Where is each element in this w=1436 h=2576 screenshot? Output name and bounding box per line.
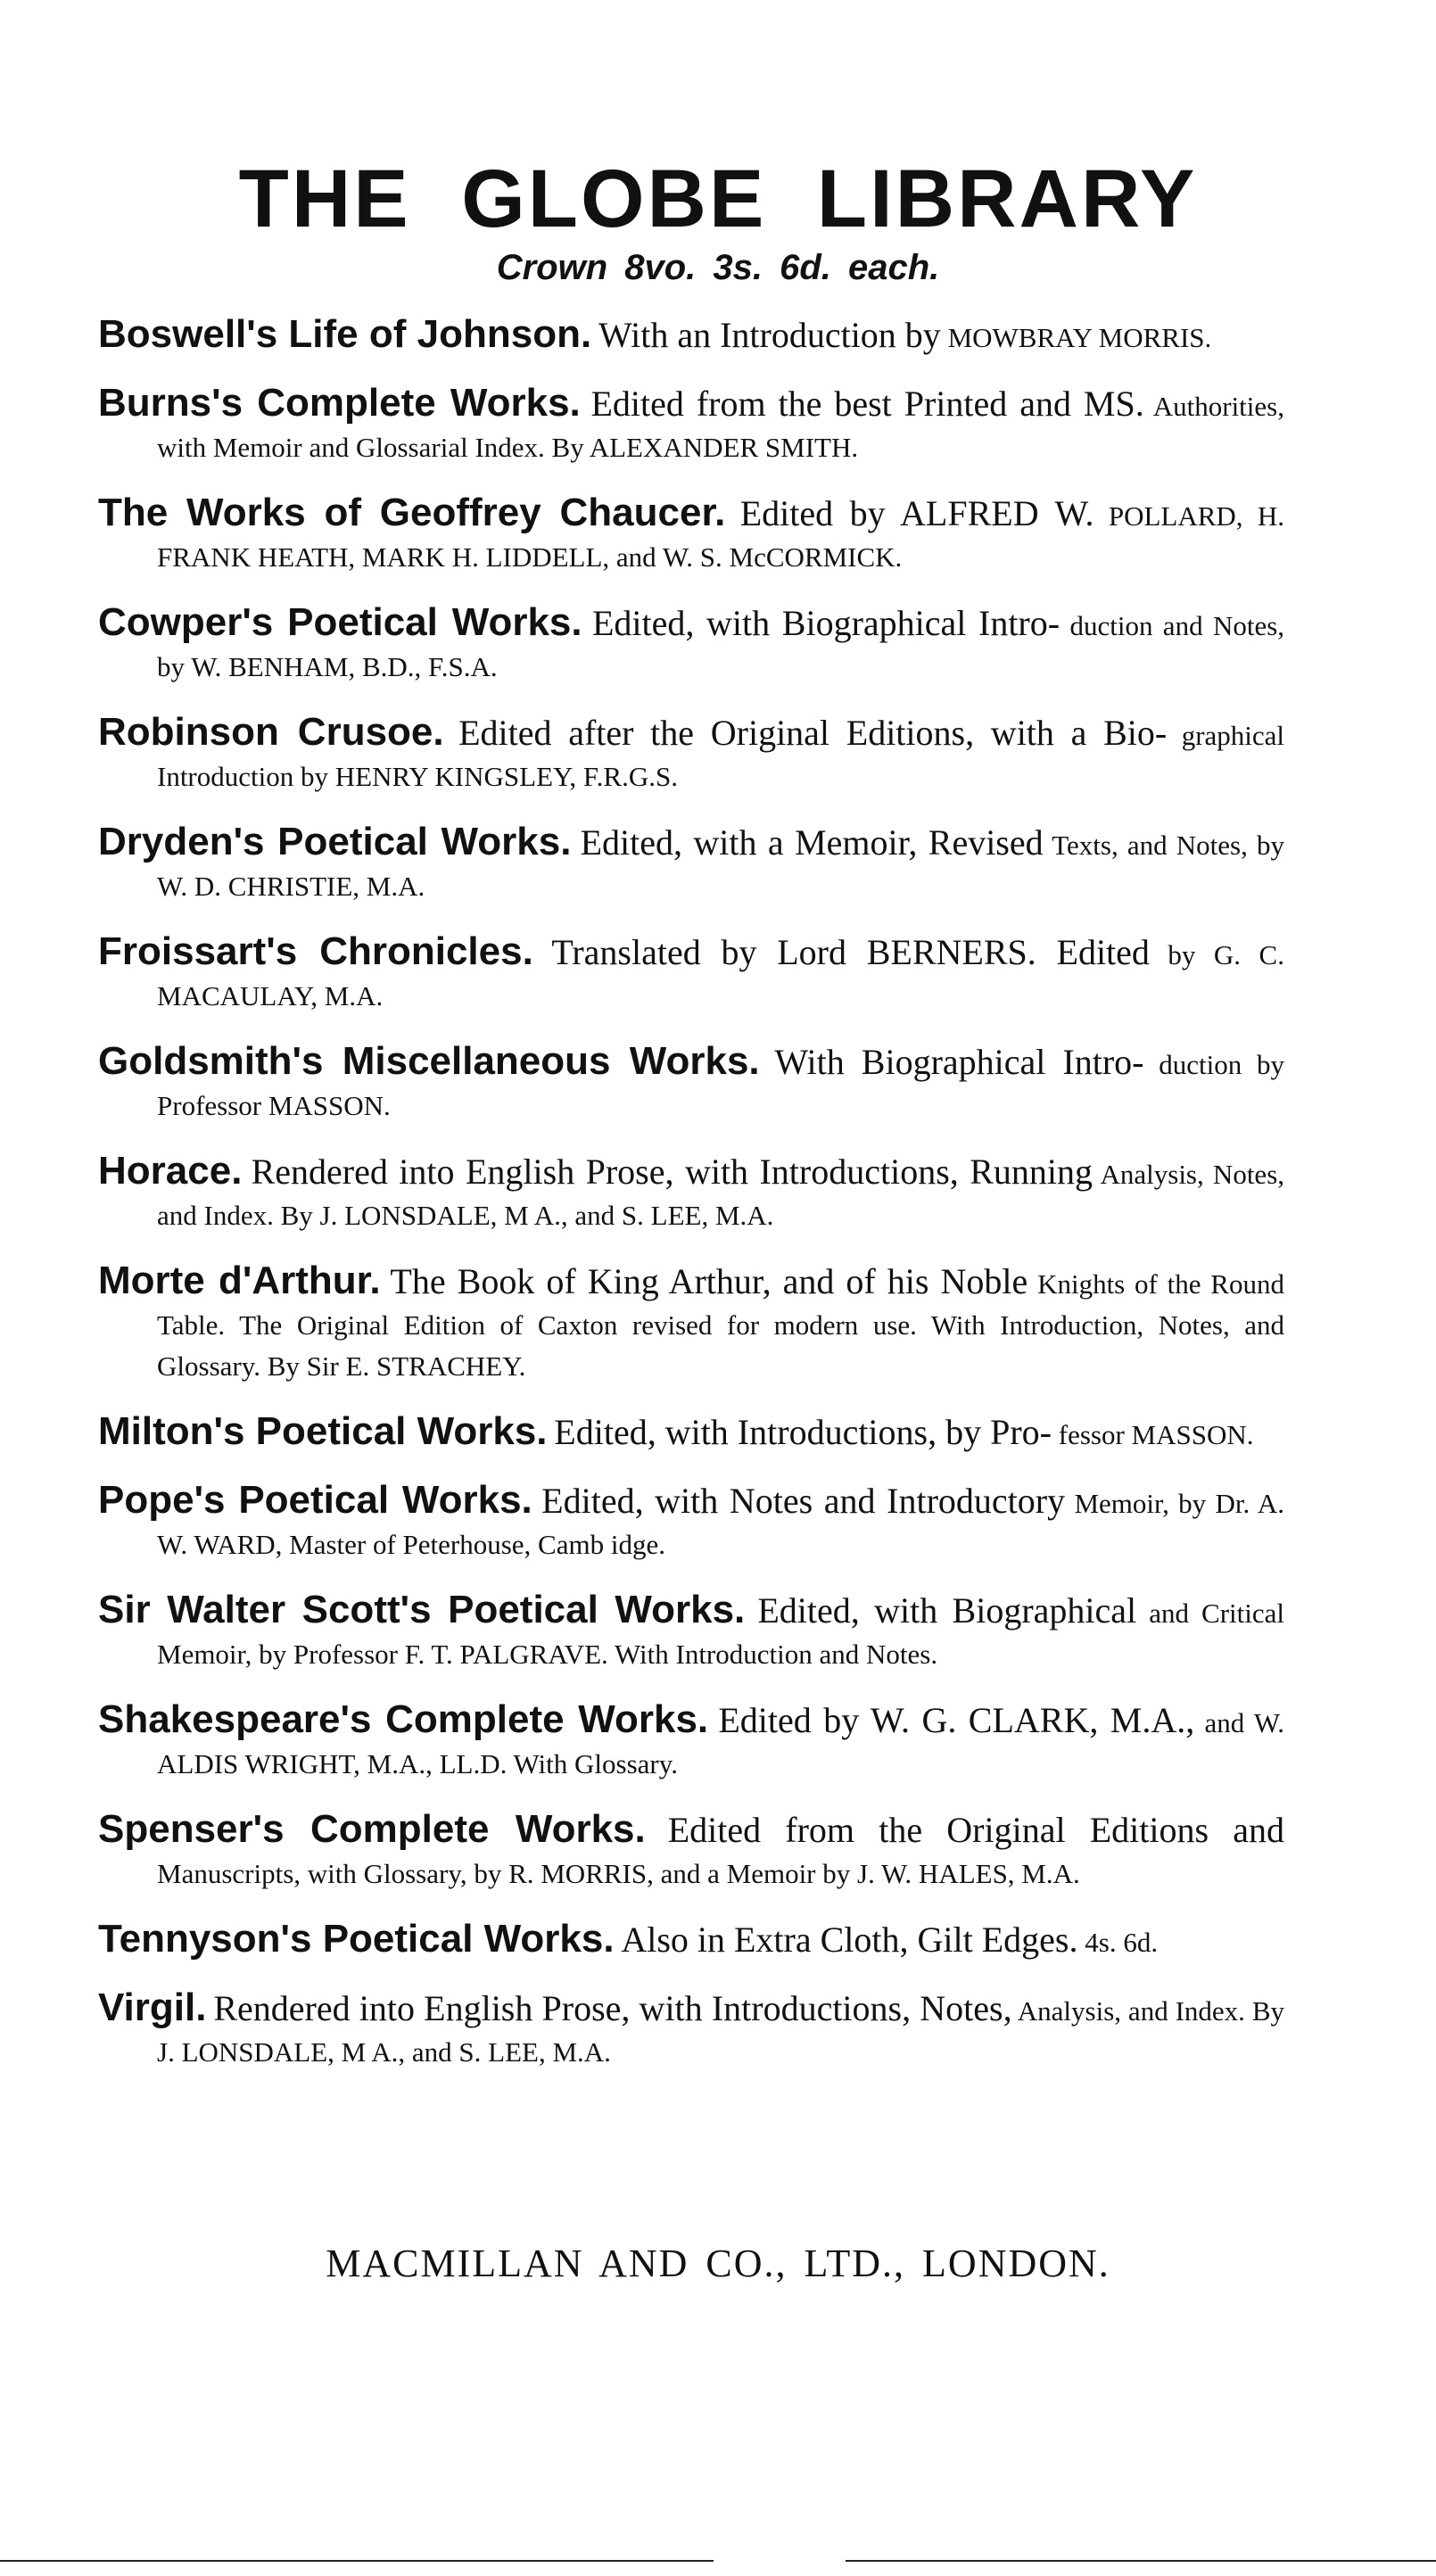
book-entry-scott (98, 1589, 1284, 1675)
book-entry-burns (98, 383, 1284, 468)
book-entry-crusoe (98, 712, 1284, 797)
book-title: Dryden's Poetical Works. (98, 820, 572, 863)
bottom-rule-right (846, 2560, 1436, 2562)
book-entry-pope (98, 1480, 1284, 1565)
book-description: With Biographical Intro- (774, 1042, 1144, 1082)
page-subtitle: Crown 8vo. 3s. 6d. each. (496, 248, 940, 287)
book-title: Goldsmith's Miscellaneous Works. (98, 1039, 760, 1083)
book-entry-goldsmith (98, 1041, 1284, 1127)
book-description: With an Introduction by (598, 315, 941, 355)
book-title: Froissart's Chronicles. (98, 929, 533, 973)
book-list (98, 314, 1284, 2097)
book-title: Virgil. (98, 1986, 207, 2029)
book-title: Sir Walter Scott's Poetical Works. (98, 1588, 746, 1631)
book-entry-milton (98, 1411, 1284, 1456)
book-details: MOWBRAY MORRIS. (947, 322, 1212, 353)
book-details: POLLARD, H. FRANK HEATH, MARK H. LIDDELL, and W. S. McCORMICK. (157, 500, 1284, 573)
book-details: Knights of the Round Table. The Original Edition of Caxton revised for modern use. With Introduction, Notes, and Glossary. By Sir E. STRACHEY. (157, 1268, 1284, 1382)
book-title: Tennyson's Poetical Works. (98, 1917, 615, 1961)
book-details: duction by Professor MASSON. (157, 1049, 1284, 1121)
book-title: Robinson Crusoe. (98, 710, 444, 754)
book-entry-virgil (98, 1987, 1284, 2073)
book-title: Pope's Poetical Works. (98, 1478, 532, 1522)
book-description: Edited, with Introductions, by Pro- (554, 1412, 1052, 1452)
book-details: graphical Introduction by HENRY KINGSLEY, F.R.G.S. (157, 720, 1285, 792)
book-title: Morte d'Arthur. (98, 1259, 381, 1302)
book-entry-horace (98, 1151, 1284, 1236)
book-entry-cowper (98, 602, 1284, 688)
book-description: Also in Extra Cloth, Gilt Edges. (621, 1920, 1078, 1960)
page-title: THE GLOBE LIBRARY (238, 153, 1198, 244)
book-entry-dryden (98, 822, 1284, 907)
book-entry-boswell (98, 314, 1284, 359)
book-description: Translated by Lord BERNERS. Edited (551, 932, 1150, 972)
book-details: 4s. 6d. (1085, 1927, 1159, 1958)
book-details: and W. ALDIS WRIGHT, M.A., LL.D. With Glossary. (157, 1707, 1285, 1779)
book-description: Rendered into English Prose, with Introductions, Running (251, 1152, 1094, 1192)
book-details: fessor MASSON. (1058, 1419, 1254, 1450)
book-title: Horace. (98, 1149, 243, 1193)
book-description: Edited, with Biographical Intro- (592, 603, 1060, 643)
book-description: Edited, with a Memoir, Revised (580, 822, 1044, 863)
book-details: by G. C. MACAULAY, M.A. (157, 939, 1284, 1011)
book-details: duction and Notes, by W. BENHAM, B.D., F.S.A. (157, 610, 1285, 682)
book-title: Cowper's Poetical Works. (98, 600, 582, 644)
book-details: Texts, and Notes, by W. D. CHRISTIE, M.A. (157, 830, 1285, 902)
book-details: and Critical Memoir, by Professor F. T. PALGRAVE. With Introduction and Notes. (157, 1598, 1284, 1670)
book-description: Edited after the Original Editions, with a Bio- (458, 713, 1168, 753)
book-description: The Book of King Arthur, and of his Noble (390, 1261, 1028, 1301)
book-description: Edited, with Notes and Introductory (541, 1481, 1066, 1521)
book-description: Edited, with Biographical (757, 1590, 1137, 1631)
book-description: Edited from the best Printed and MS. (590, 384, 1144, 424)
book-description: Edited by ALFRED W. (739, 493, 1094, 533)
book-entry-spenser (98, 1809, 1284, 1895)
book-entry-morte-darthur (98, 1260, 1284, 1387)
book-description: Rendered into English Prose, with Introductions, Notes, (213, 1988, 1012, 2028)
book-title: Boswell's Life of Johnson. (98, 312, 592, 356)
book-title: Burns's Complete Works. (98, 381, 581, 425)
bottom-rule-left (0, 2560, 714, 2562)
book-title: Shakespeare's Complete Works. (98, 1697, 709, 1741)
book-details: Manuscripts, with Glossary, by R. MORRIS, and a Memoir by J. W. HALES, M.A. (157, 1858, 1080, 1889)
publisher-imprint: MACMILLAN AND CO., LTD., LONDON. (326, 2242, 1110, 2285)
book-details: Analysis, and Index. By J. LONSDALE, M A., and S. LEE, M.A. (157, 1995, 1284, 2068)
book-details: Memoir, by Dr. A. W. WARD, Master of Peterhouse, Camb idge. (157, 1488, 1285, 1560)
book-title: The Works of Geoffrey Chaucer. (98, 491, 726, 534)
book-details: Analysis, Notes, and Index. By J. LONSDALE, M A., and S. LEE, M.A. (157, 1159, 1285, 1231)
book-description: Edited from the Original Editions and (667, 1810, 1285, 1850)
book-title: Milton's Poetical Works. (98, 1409, 548, 1453)
book-title: Spenser's Complete Works. (98, 1807, 646, 1851)
book-entry-chaucer (98, 492, 1284, 578)
book-entry-tennyson (98, 1919, 1284, 1963)
book-description: Edited by W. G. CLARK, M.A., (718, 1700, 1195, 1740)
book-details: Authorities, with Memoir and Glossarial Index. By ALEXANDER SMITH. (157, 391, 1284, 463)
book-entry-shakespeare (98, 1699, 1284, 1785)
book-entry-froissart (98, 931, 1284, 1017)
